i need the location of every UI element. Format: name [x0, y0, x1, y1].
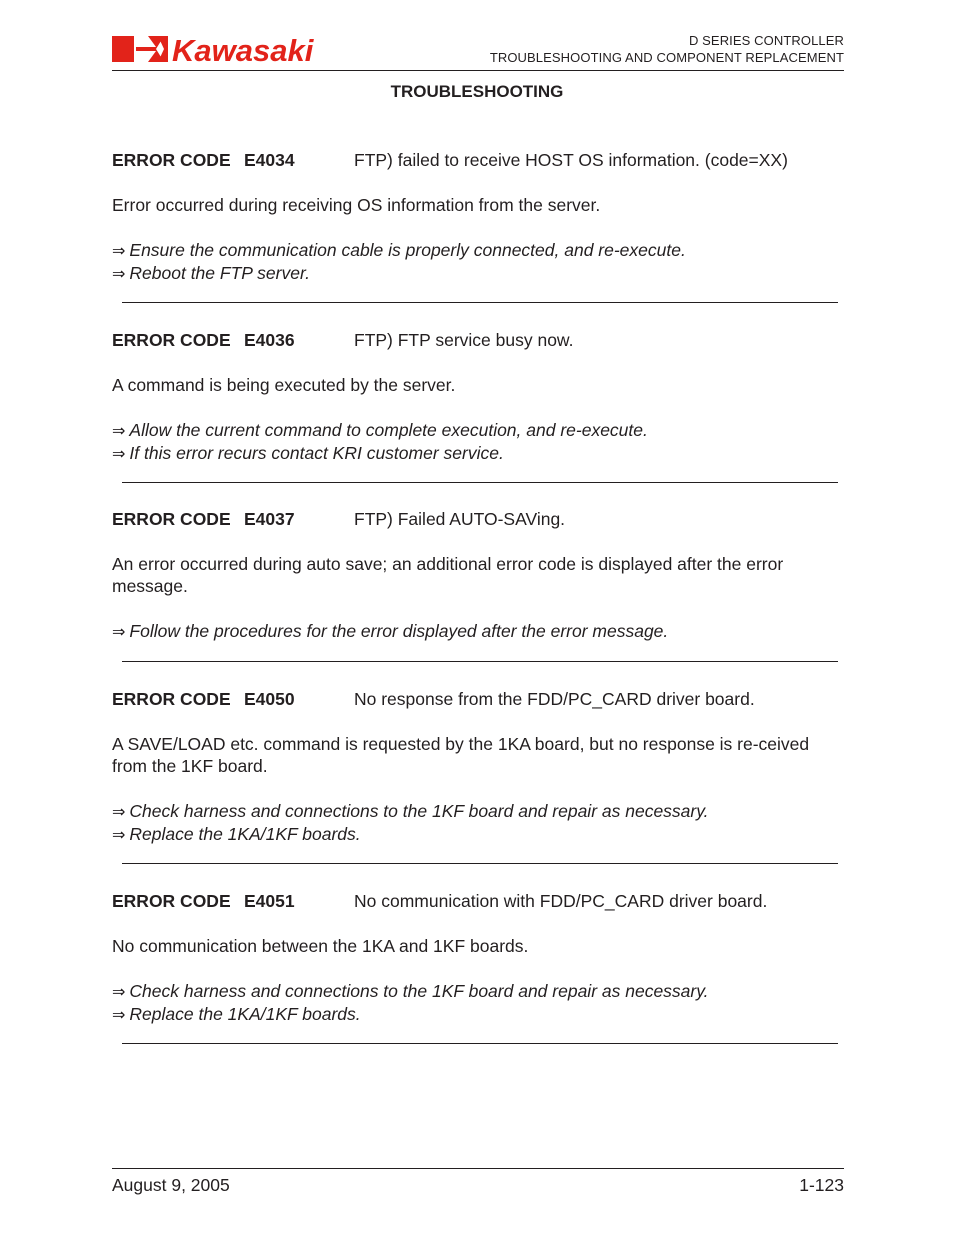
separator-line [122, 482, 838, 483]
remedy-item: ⇒ Replace the 1KA/1KF boards. [112, 824, 361, 844]
footer-rule [112, 1168, 844, 1169]
error-code-label: ERROR CODE [112, 509, 231, 529]
error-code-label: ERROR CODE [112, 689, 231, 709]
arrow-icon: ⇒ [112, 1005, 126, 1024]
error-description: An error occurred during auto save; an additional error code is displayed after the error message. [112, 554, 784, 596]
error-entry-e4051 [112, 890, 844, 1026]
remedy-item: ⇒ Ensure the communication cable is properly connected, and re-execute. [112, 240, 686, 260]
page-number: 1-123 [799, 1175, 844, 1195]
document-header [490, 32, 844, 66]
error-code-number: E4034 [244, 150, 295, 170]
separator-line [122, 863, 838, 864]
arrow-icon: ⇒ [112, 982, 126, 1001]
error-entry-e4034 [112, 149, 844, 285]
separator-line [122, 1043, 838, 1044]
error-description: A command is being executed by the server. [112, 375, 456, 395]
separator-line [122, 661, 838, 662]
error-entry-e4037 [112, 508, 844, 643]
error-entry-e4036 [112, 329, 844, 465]
error-code-label: ERROR CODE [112, 891, 231, 911]
error-code-number: E4036 [244, 330, 295, 350]
remedy-item: ⇒ Check harness and connections to the 1KF board and repair as necessary. [112, 801, 709, 821]
remedy-item: ⇒ Follow the procedures for the error displayed after the error message. [112, 621, 669, 641]
error-code-label: ERROR CODE [112, 150, 231, 170]
error-message: FTP) Failed AUTO-SAVing. [354, 509, 566, 529]
error-message: No communication with FDD/PC_CARD driver board. [354, 891, 768, 911]
error-message: FTP) failed to receive HOST OS information. (code=XX) [354, 150, 788, 170]
remedy-item: ⇒ Replace the 1KA/1KF boards. [112, 1004, 361, 1024]
footer-date: August 9, 2005 [112, 1175, 230, 1195]
header-line-2: TROUBLESHOOTING AND COMPONENT REPLACEMENT [489, 50, 844, 65]
arrow-icon: ⇒ [112, 444, 126, 463]
arrow-icon: ⇒ [112, 825, 126, 844]
error-entry-e4050 [112, 688, 844, 846]
remedy-item: ⇒ Check harness and connections to the 1KF board and repair as necessary. [112, 981, 709, 1001]
section-title: TROUBLESHOOTING [390, 82, 564, 101]
remedy-item: ⇒ Reboot the FTP server. [112, 263, 310, 283]
error-description: No communication between the 1KA and 1KF boards. [112, 936, 529, 956]
header-rule [112, 70, 844, 71]
error-code-number: E4050 [244, 689, 295, 709]
error-code-number: E4037 [244, 509, 295, 529]
arrow-icon: ⇒ [112, 264, 126, 283]
header-line-1: D SERIES CONTROLLER [688, 33, 844, 48]
error-code-label: ERROR CODE [112, 330, 231, 350]
error-description: Error occurred during receiving OS information from the server. [112, 195, 601, 215]
kawasaki-logo [112, 34, 390, 64]
arrow-icon: ⇒ [112, 802, 126, 821]
arrow-icon: ⇒ [112, 622, 126, 641]
logo-wordmark: Kawasaki [172, 34, 314, 64]
error-message: FTP) FTP service busy now. [354, 330, 574, 350]
separator-line [122, 302, 838, 303]
error-message: No response from the FDD/PC_CARD driver board. [354, 689, 755, 709]
remedy-item: ⇒ If this error recurs contact KRI customer service. [112, 443, 504, 463]
remedy-item: ⇒ Allow the current command to complete execution, and re-execute. [112, 420, 648, 440]
error-description: A SAVE/LOAD etc. command is requested by the 1KA board, but no response is re-ceived from the 1KF board. [112, 734, 810, 776]
arrow-icon: ⇒ [112, 241, 126, 260]
error-code-number: E4051 [244, 891, 295, 911]
arrow-icon: ⇒ [112, 421, 126, 440]
